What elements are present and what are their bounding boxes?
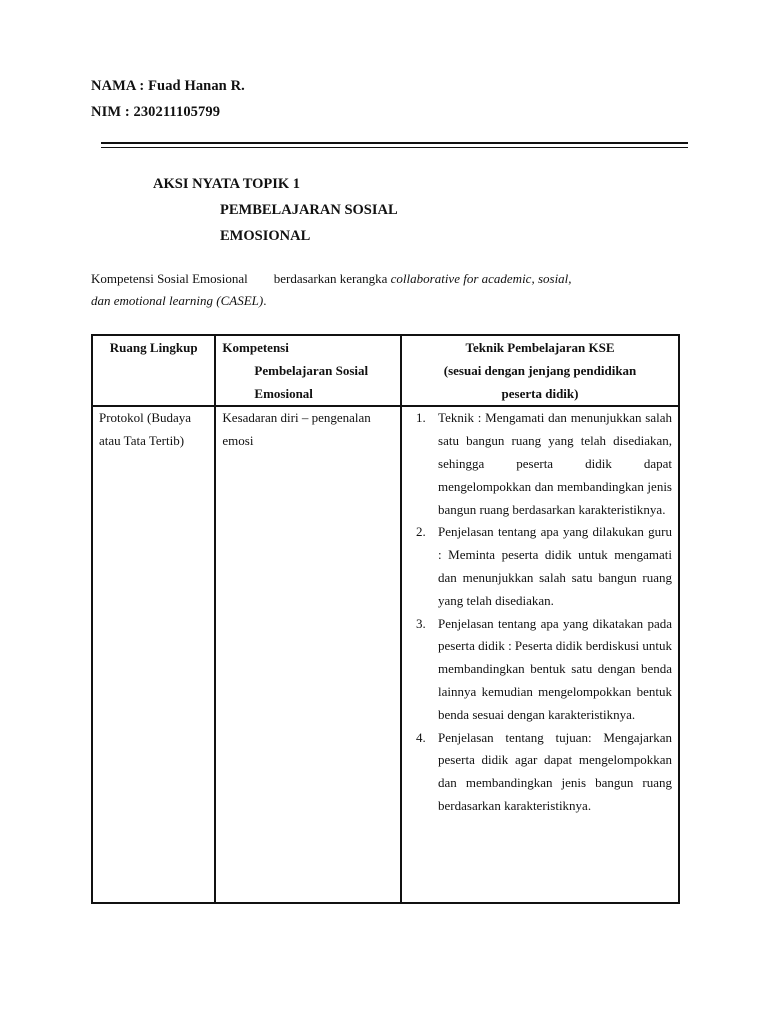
list-item [402, 407, 672, 521]
list-item [402, 613, 672, 727]
cell-teknik [401, 406, 679, 903]
header-kompetensi-line3: Emosional [254, 385, 313, 401]
document-title: AKSI NYATA TOPIK 1 [153, 176, 301, 192]
document-subtitle-line1: PEMBELAJARAN SOSIAL [220, 202, 398, 218]
intro-text-kse: Kompetensi Sosial Emosional [91, 271, 248, 286]
intro-italic-casel-1: collaborative for academic, sosial, [390, 271, 572, 286]
intro-italic-casel-2: dan emotional learning (CASEL) [91, 293, 264, 308]
list-item-text: Teknik : Mengamati dan menunjukkan salah satu bangun ruang yang telah disediakan, sehingga peserta didik dapat mengelompokkan dan membandingkan jenis bangun ruang berdasarkan karakteristiknya. [438, 410, 672, 517]
header-kompetensi [215, 335, 401, 406]
teknik-list [402, 407, 678, 817]
list-item [402, 521, 672, 612]
cell-ruang-lingkup [92, 406, 215, 903]
table-row [92, 406, 679, 903]
cell-kompetensi [215, 406, 401, 903]
list-item-text: Penjelasan tentang apa yang dikatakan pada peserta didik : Peserta didik berdiskusi untuk membandingkan bentuk satu dengan benda lainnya kemudian mengelompokkan bentuk benda sesuai dengan karakteristiknya. [438, 615, 672, 722]
list-item-number: 4. [416, 729, 426, 745]
list-item-text: Penjelasan tentang tujuan: Mengajarkan peserta didik agar dapat mengelompokkan dan membandingkan jenis bangun ruang berdasarkan karakteristiknya. [438, 729, 672, 813]
header-ruang-lingkup [92, 335, 215, 406]
header-rule-thin [101, 147, 688, 148]
table-header-row [92, 335, 679, 406]
list-item-text: Penjelasan tentang apa yang dilakukan guru : Meminta peserta didik untuk mengamati dan menunjukkan salah satu bangun ruang yang telah disediakan. [438, 524, 672, 608]
header-teknik [401, 335, 679, 406]
student-name: NAMA : Fuad Hanan R. [91, 78, 245, 94]
header-teknik-line1: Teknik Pembelajaran KSE [465, 340, 615, 355]
header-ruang-lingkup-label: Ruang Lingkup [109, 340, 198, 355]
list-item [402, 727, 672, 818]
intro-text-framework: berdasarkan kerangka [273, 271, 391, 286]
header-kompetensi-line1: Kompetensi [222, 340, 289, 355]
intro-paragraph-line1 [91, 271, 572, 287]
student-nim: NIM : 230211105799 [91, 104, 221, 120]
header-teknik-line2: (sesuai dengan jenjang pendidikan [443, 362, 637, 378]
header-teknik-line3: peserta didik) [501, 385, 579, 401]
document-subtitle-line2: EMOSIONAL [220, 228, 311, 244]
header-kompetensi-line2: Pembelajaran Sosial [254, 362, 369, 378]
header-rule-thick [101, 142, 688, 144]
kse-table [91, 334, 680, 904]
kompetensi-value: Kesadaran diri – pengenalan emosi [222, 410, 371, 449]
list-item-number: 1. [416, 410, 426, 426]
ruang-lingkup-value: Protokol (Budaya atau Tata Tertib) [99, 410, 192, 449]
intro-paragraph-line2 [91, 293, 267, 309]
intro-period: . [263, 293, 267, 308]
list-item-number: 3. [416, 615, 426, 631]
list-item-number: 2. [416, 524, 426, 540]
